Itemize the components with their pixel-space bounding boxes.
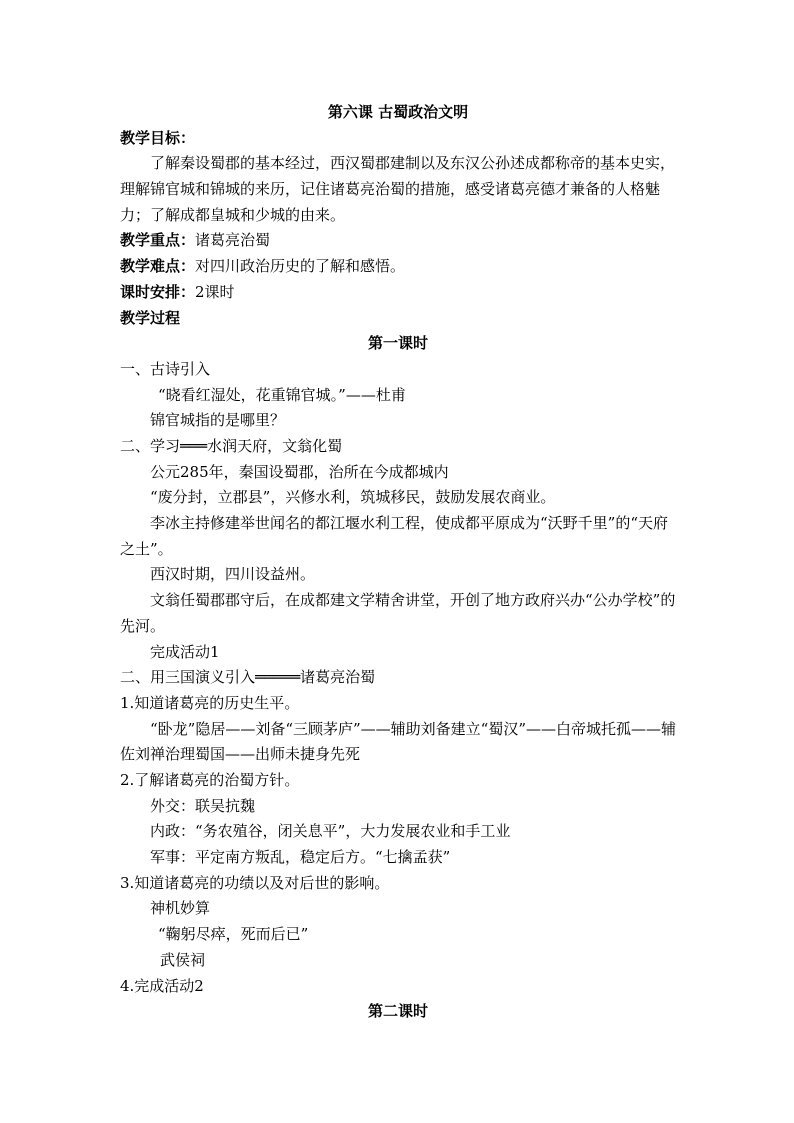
objectives-label: 教学目标： (120, 128, 196, 147)
section2-p1: 公元285年，秦国设蜀郡，治所在今成都城内 (150, 462, 449, 481)
difficulty-label: 教学难点： (120, 257, 196, 276)
section3-item4: 4.完成活动2 (120, 976, 204, 995)
document-body (120, 100, 676, 1025)
key-point (120, 228, 676, 254)
section2-p5: 文翁任蜀郡郡守后，在成都建文学精舍讲堂，开创了地方政府兴办“公办学校”的先河。 (120, 591, 676, 635)
schedule (120, 280, 676, 306)
section3-item1-text: “卧龙”隐居——刘备“三顾茅庐”——辅助刘备建立“蜀汉”——白帝城托孤——辅佐刘禅治理蜀国——出师未捷身先死 (120, 719, 677, 764)
section3-diplomacy: 外交：联吴抗魏 (150, 796, 256, 815)
process-label: 教学过程 (120, 308, 181, 327)
difficulty (120, 254, 676, 280)
schedule-text: 2课时 (195, 282, 235, 301)
section3-shenji: 神机妙算 (150, 899, 211, 918)
section3-military: 军事：平定南方叛乱，稳定后方。“七擒孟获” (150, 848, 451, 867)
section1-question: 锦官城指的是哪里？ (150, 411, 286, 430)
section2-title: 二、学习═══水润天府，文翁化蜀 (120, 436, 343, 455)
key-point-label: 教学重点： (120, 231, 196, 250)
key-point-text: 诸葛亮治蜀 (195, 231, 271, 250)
section2-p3: 李冰主持修建举世闻名的都江堰水利工程，使成都平原成为“沃野千里”的“天府之土”。 (120, 514, 669, 558)
section3-wuhou: 武侯祠 (160, 950, 206, 969)
objectives-text: 了解秦设蜀郡的基本经过，西汉蜀郡建制以及东汉公孙述成都称帝的基本史实，理解锦官城和锦城的来历，记住诸葛亮治蜀的措施，感受诸葛亮德才兼备的人格魅力；了解成都皇城和少城的由来。 (120, 154, 676, 224)
section3-item3: 3.知道诸葛亮的功绩以及对后世的影响。 (120, 873, 390, 892)
section2-p2: “废分封，立郡县”，兴修水利，筑城移民，鼓励发展农商业。 (150, 488, 556, 507)
section2-p6: 完成活动1 (150, 642, 220, 661)
section1-title: 一、古诗引入 (120, 359, 211, 378)
lesson1-heading: 第一课时 (367, 334, 428, 353)
page-title: 第六课 古蜀政治文明 (327, 103, 469, 121)
section3-quote: “鞠躬尽瘁，死而后已” (158, 925, 309, 944)
section3-item2: 2.了解诸葛亮的治蜀方针。 (120, 771, 300, 790)
section2-p4: 西汉时期，四川设益州。 (150, 565, 316, 584)
schedule-label: 课时安排： (120, 282, 196, 301)
section3-domestic: 内政：“务农殖谷，闭关息平”，大力发展农业和手工业 (150, 822, 511, 841)
section1-poem: “晓看红湿处，花重锦官城。”——杜甫 (158, 385, 406, 404)
lesson2-heading: 第二课时 (367, 1002, 428, 1021)
section3-title: 二、用三国演义引入═════诸葛亮治蜀 (120, 668, 376, 687)
difficulty-text: 对四川政治历史的了解和感悟。 (195, 257, 406, 276)
section3-item1: 1.知道诸葛亮的历史生平。 (120, 693, 300, 712)
